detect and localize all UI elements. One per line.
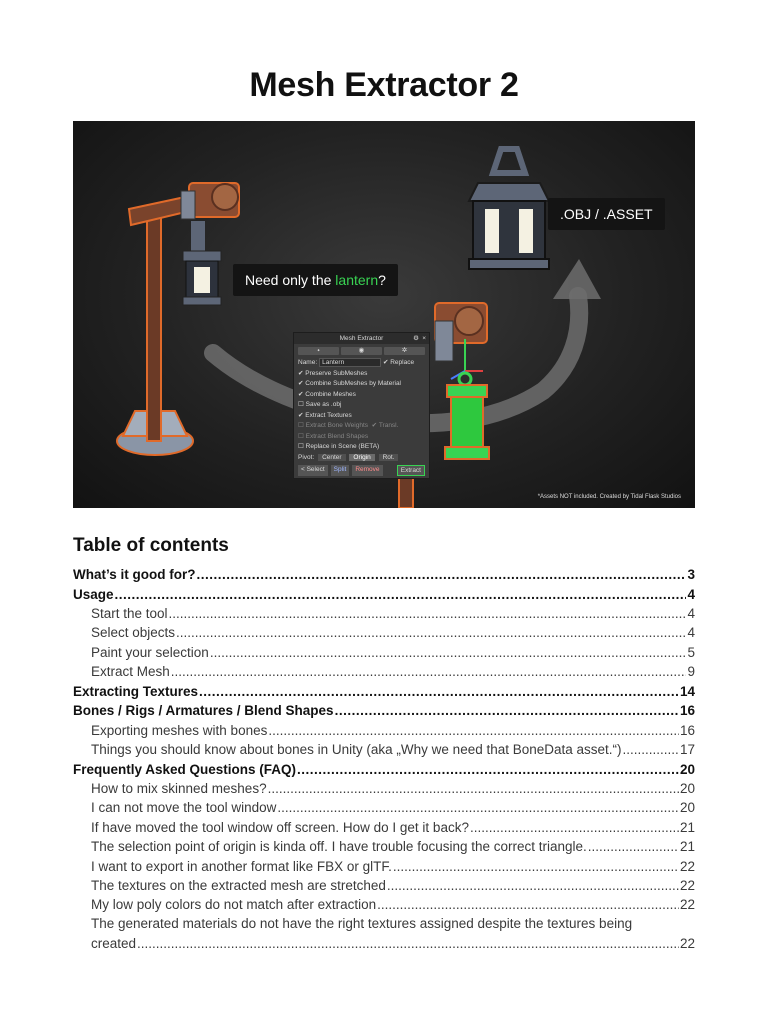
toc-entry[interactable] (91, 839, 695, 854)
toc-entry-page: 20 (679, 781, 695, 796)
toc-entry[interactable] (91, 723, 695, 738)
extract-button[interactable]: Extract (397, 465, 425, 476)
option-label: Combine Meshes (305, 390, 356, 398)
toc-entry-page: 4 (687, 606, 695, 621)
transl-label: Transl. (378, 422, 399, 429)
toc-entry-page: 17 (679, 742, 695, 757)
toc-leader (387, 878, 679, 893)
toc-leader (268, 781, 679, 796)
toc-entry[interactable] (91, 859, 695, 874)
toc-entry[interactable] (91, 645, 695, 660)
lantern-left (183, 221, 221, 305)
toc-entry-title: Extract Mesh (91, 664, 170, 679)
toc-leader (377, 897, 679, 912)
checkbox-icon: ✔ (298, 369, 304, 377)
option-label: Combine SubMeshes by Material (305, 380, 402, 387)
callout-lantern (233, 264, 398, 296)
toc-leader (335, 703, 679, 718)
toc-entry-title: The textures on the extracted mesh are stretched (91, 878, 386, 893)
pivot-center-button[interactable]: Center (318, 454, 346, 461)
select-button[interactable]: < Select (298, 465, 328, 476)
toc-entry-title: Paint your selection (91, 645, 209, 660)
callout-format: .OBJ / .ASSET (548, 198, 665, 230)
toc-entry-title: Start the tool (91, 606, 168, 621)
option-row[interactable] (294, 421, 429, 432)
gear-icon[interactable]: ⚙ (413, 335, 419, 342)
toc-entry-page: 5 (687, 645, 695, 660)
toc-entry-title: My low poly colors do not match after extraction (91, 897, 377, 912)
option-label: Replace in Scene (BETA) (305, 443, 380, 450)
pivot-origin-button[interactable]: Origin (349, 454, 374, 461)
toc-leader (470, 820, 679, 835)
mesh-extractor-panel (293, 332, 430, 479)
panel-title: Mesh Extractor (339, 335, 384, 342)
toc-entry-page: 16 (679, 703, 695, 718)
toc-entry[interactable] (91, 936, 695, 951)
toc-entry-title[interactable]: The generated materials do not have the right textures assigned despite the textures being (91, 916, 633, 931)
document-title: Mesh Extractor 2 (249, 66, 519, 104)
credit-text: *Assets NOT included. Created by Tidal Flask Studios (537, 494, 681, 500)
toc-entry-page: 22 (679, 878, 695, 893)
arrow-head-icon (553, 259, 601, 299)
toc-leader (588, 839, 679, 854)
checkbox-icon: ✔ (298, 380, 304, 387)
pivot-label: Pivot: (298, 453, 315, 461)
toc-leader (297, 762, 679, 777)
toc-entry-page: 9 (687, 664, 695, 679)
option-row[interactable] (294, 432, 429, 443)
toc-entry-title: I want to export in another format like FBX or glTF. (91, 859, 392, 874)
toc-entry-title: I can not move the tool window (91, 800, 277, 815)
toc-entry-page: 16 (679, 723, 695, 738)
rot-toggle[interactable]: Rot. (379, 454, 399, 461)
select-tool-icon[interactable]: ⬩ (298, 347, 339, 355)
toc-entry-title: Frequently Asked Questions (FAQ) (73, 762, 297, 777)
toc-entry-page: 20 (679, 762, 695, 777)
toc-entry[interactable] (91, 625, 695, 640)
toc-entry[interactable] (91, 800, 695, 815)
toc-entry-title-cont: created (91, 936, 137, 951)
toc-entry-page: 22 (679, 897, 695, 912)
toc-entry-title: Bones / Rigs / Armatures / Blend Shapes (73, 703, 334, 718)
option-label: Preserve SubMeshes (305, 369, 368, 377)
toc-entry-title: Things you should know about bones in Unity (aka „Why we need that BoneData asset.“) (91, 742, 622, 757)
toc-leader (169, 606, 687, 621)
lantern-right (469, 149, 549, 269)
toc-entry[interactable] (91, 606, 695, 621)
checkbox-icon: ✔ (298, 411, 304, 419)
option-label: Extract Bone Weights (305, 422, 369, 429)
option-row[interactable] (294, 390, 429, 401)
checkbox-icon: ☐ (298, 432, 304, 440)
split-button[interactable]: Split (331, 465, 350, 476)
toc-leader (277, 800, 679, 815)
toc-entry-title: Usage (73, 587, 114, 602)
toc-entry-page: 14 (679, 684, 695, 699)
toc-entry[interactable] (91, 878, 695, 893)
toc-entry-title: How to mix skinned meshes? (91, 781, 267, 796)
close-icon[interactable]: × (422, 335, 426, 342)
toc-entry-page: 22 (679, 936, 695, 951)
checkbox-icon: ☐ (298, 401, 304, 408)
option-label: Extract Blend Shapes (305, 432, 369, 440)
toc-leader (623, 742, 679, 757)
toc-leader (176, 625, 686, 640)
toc-entry-page: 4 (687, 625, 695, 640)
toc-leader (137, 936, 679, 951)
lamp-post-left (117, 183, 239, 455)
callout-highlight: lantern (335, 272, 379, 288)
target-tool-icon[interactable]: ◉ (341, 347, 382, 355)
option-row[interactable] (294, 400, 429, 411)
toc-entry-title: The selection point of origin is kinda off. I have trouble focusing the correct triangle. (91, 839, 587, 854)
toc-leader (393, 859, 679, 874)
hero-image (73, 121, 695, 508)
checkbox-icon: ☐ (298, 443, 304, 450)
toc-leader (210, 645, 687, 660)
name-label: Name: (298, 359, 318, 367)
callout-suffix: ? (378, 272, 386, 288)
replace-label: Replace (390, 359, 415, 367)
toc-entry-title: What’s it good for? (73, 567, 196, 582)
option-label: Save as .obj (305, 401, 342, 408)
name-field[interactable]: Lantern (319, 358, 381, 367)
toc-entry[interactable] (73, 684, 695, 699)
replace-checkbox[interactable]: ✔ (382, 359, 389, 367)
toc-leader (171, 664, 687, 679)
toc-entry-page: 4 (687, 587, 695, 602)
callout-text: Need only the (245, 272, 336, 288)
panel-toolbar (294, 344, 429, 358)
toc-entry-title: Select objects (91, 625, 176, 640)
option-row[interactable] (294, 379, 429, 390)
toc-heading: Table of contents (73, 535, 229, 556)
settings-tool-icon[interactable]: ✲ (384, 347, 425, 355)
option-label: Extract Textures (305, 411, 352, 419)
toc-entry-page: 3 (687, 567, 695, 582)
toc-entry[interactable] (91, 664, 695, 679)
toc-entry[interactable] (73, 762, 695, 777)
option-row[interactable] (294, 369, 429, 380)
pivot-row (294, 453, 429, 464)
toc-entry[interactable] (73, 567, 695, 582)
toc-entry[interactable] (91, 897, 695, 912)
toc-leader (199, 684, 679, 699)
option-row[interactable] (294, 411, 429, 422)
option-row[interactable] (294, 442, 429, 453)
name-row (294, 358, 429, 369)
toc-entry[interactable] (73, 703, 695, 718)
toc-entry[interactable] (91, 742, 695, 757)
toc-leader (115, 587, 687, 602)
toc-entry-title: Exporting meshes with bones (91, 723, 268, 738)
toc-entry[interactable] (91, 820, 695, 835)
panel-header (294, 333, 429, 344)
toc-leader (196, 567, 686, 582)
remove-button[interactable]: Remove (352, 465, 382, 476)
toc-entry-page: 21 (679, 839, 695, 854)
toc-entry-page: 22 (679, 859, 695, 874)
panel-buttons (294, 463, 429, 478)
toc-entry[interactable] (73, 587, 695, 602)
toc-entry[interactable] (91, 781, 695, 796)
checkbox-icon: ☐ (298, 422, 304, 429)
checkbox-icon: ✔ (371, 422, 378, 429)
toc-entry-page: 21 (679, 820, 695, 835)
checkbox-icon: ✔ (298, 390, 304, 398)
toc-entry-page: 20 (679, 800, 695, 815)
toc-entry-title: If have moved the tool window off screen. How do I get it back? (91, 820, 469, 835)
toc-leader (268, 723, 679, 738)
toc-entry-title: Extracting Textures (73, 684, 199, 699)
